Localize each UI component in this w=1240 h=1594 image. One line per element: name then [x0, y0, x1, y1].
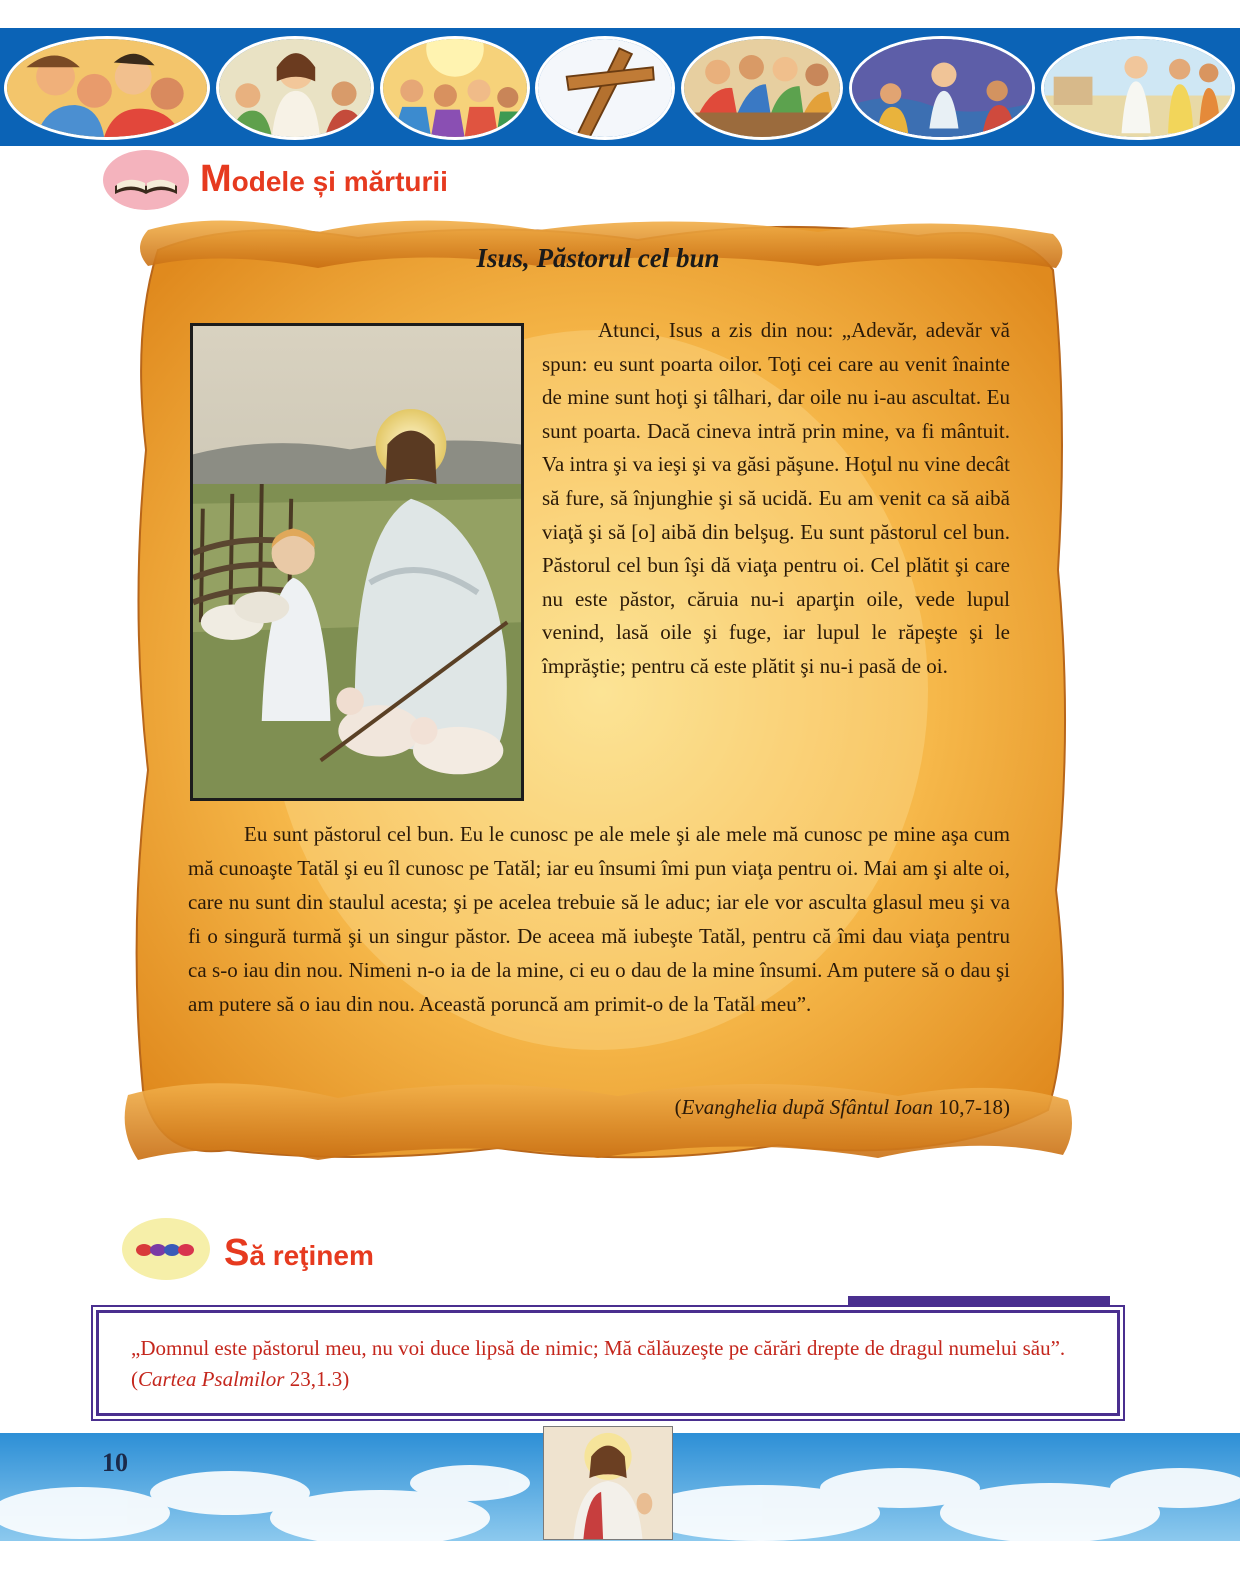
section-heading-cap: M [200, 158, 232, 200]
jesus-walking-with-disciples-illustration [1041, 36, 1235, 140]
parchment-scroll [118, 210, 1078, 1175]
citation-book: Evanghelia după Sfântul Ioan [681, 1095, 933, 1119]
colored-beads-icon [122, 1218, 210, 1280]
section-heading-rest: ă reţinem [249, 1240, 374, 1271]
memory-verse-text [131, 1333, 1091, 1395]
section-heading-cap: S [224, 1232, 250, 1274]
verse-body: „Domnul este păstorul meu, nu voi duce lipsă de nimic; Mă călăuzeşte pe cărări drepte de dragul numelui său”. ( [131, 1336, 1066, 1391]
jesus-calming-storm-illustration [849, 36, 1035, 140]
verse-box-tab [848, 1296, 1110, 1310]
citation-open: ( [674, 1095, 682, 1119]
children-group-illustration [4, 36, 210, 140]
good-shepherd-painting [190, 323, 524, 801]
scripture-passage-bottom: Eu sunt păstorul cel bun. Eu le cunosc pe ale mele şi ale mele mă cunosc pe mine aşa cum mă cunoaşte Tatăl şi eu îl cunosc pe Tatăl; iar eu însumi îmi pun viaţa pentru oi. Mai am şi alte oi, care nu sunt din staulul acesta; şi pe acelea trebuie să le aduc; iar ele vor asculta glasul meu şi va fi o singură turmă şi un singur păstor. De aceea mă iubeşte Tatăl, pentru că îmi dau viaţa pentru ca s-o iau din nou. Nimeni n-o ia de la mine, ci eu o dau de la mine însumi. Am putere să o dau şi am putere să o iau din nou. Această poruncă am primit-o de la Tatăl meu”. [188, 822, 1010, 1016]
verse-book: Cartea Psalmilor [138, 1367, 285, 1391]
citation-reference: 10,7-18) [933, 1095, 1010, 1119]
section-heading-rest: odele și mărturii [231, 166, 448, 197]
scripture-title: Isus, Păstorul cel bun [476, 243, 720, 273]
section-heading-remember [224, 1232, 374, 1275]
memory-verse-box [96, 1310, 1120, 1416]
scripture-passage-right: Atunci, Isus a zis din nou: „Adevăr, adevăr vă spun: eu sunt poarta oilor. Toţi cei care au venit înainte de mine sunt hoţi şi tâlhari, dar oile nu i-au ascultat. Eu sunt poarta. Dacă cineva intră prin mine, va fi mântuit. Va intra şi va ieşi şi va găsi păşune. Hoţul nu vine decât să fure, să înjunghie şi să ucidă. Eu am venit ca să aibă viaţă şi să [o] aibă din belşug. Eu sunt păstorul cel bun. Păstorul cel bun îşi dă viaţa pentru oi. Cel plătit şi care nu este păstor, căruia nu-i aparţin oile, vede lupul venind, lasă oile şi fuge, iar lupul le răpeşte şi le împrăştie; pentru că este plătit şi nu-i pasă de oi. [542, 318, 1010, 678]
crowd-praising-illustration [380, 36, 530, 140]
jesus-with-disciples-illustration [216, 36, 374, 140]
cross-illustration [535, 36, 675, 140]
open-bible-icon [103, 150, 189, 210]
verse-reference: 23,1.3) [284, 1367, 350, 1391]
top-banner [0, 28, 1240, 146]
jesus-blessing-portrait [543, 1426, 673, 1540]
last-supper-illustration [681, 36, 843, 140]
page-number: 10 [102, 1448, 128, 1477]
section-heading-models [200, 158, 448, 201]
scripture-citation [675, 1095, 1010, 1120]
